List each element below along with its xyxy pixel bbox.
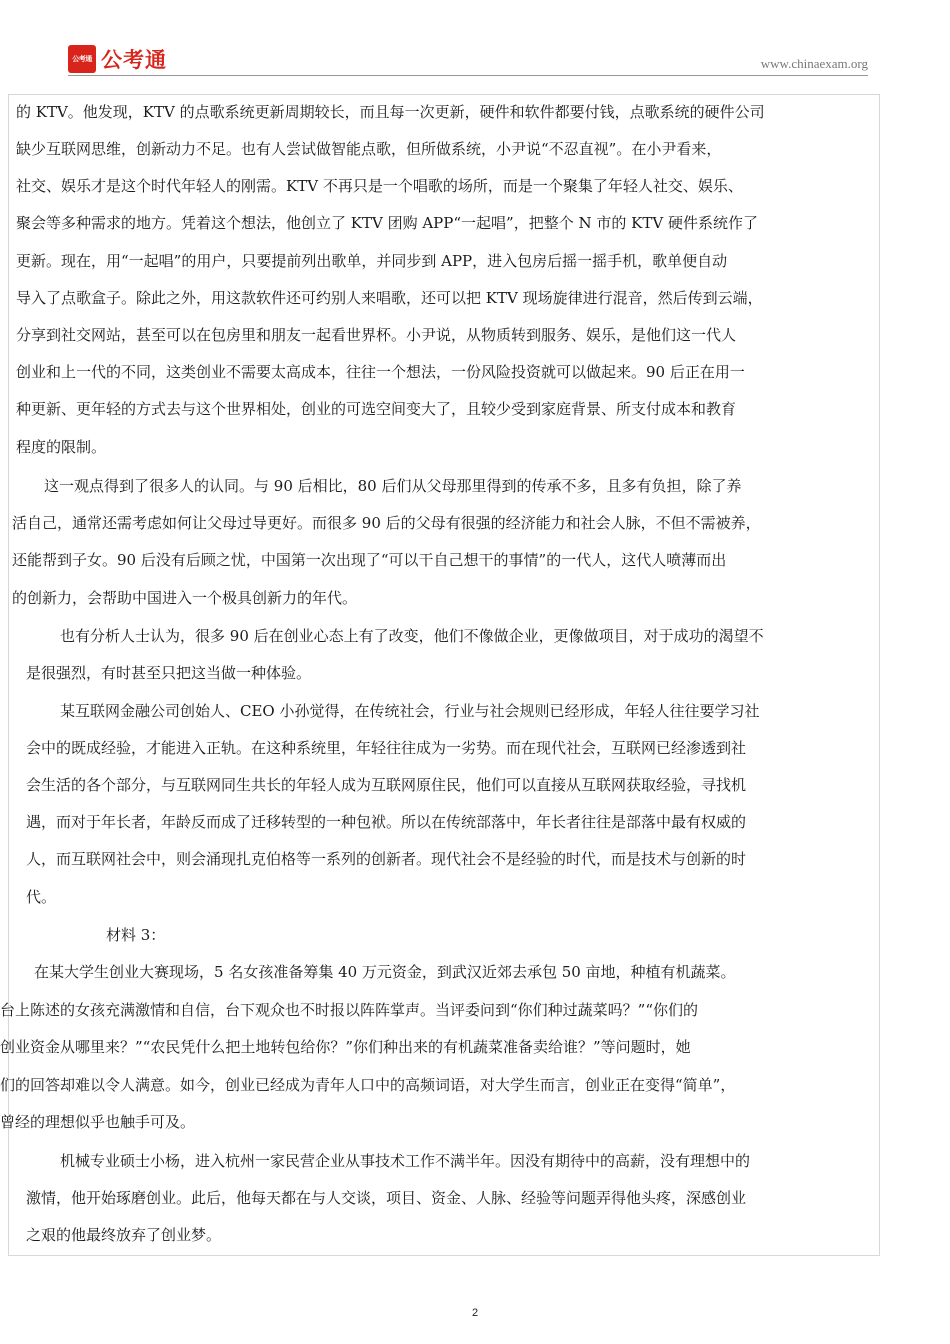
text-line: 缺少互联网思维，创新动力不足。也有人尝试做智能点歌，但所做系统，小尹说“不忍直视”。在小尹看来， [16, 140, 722, 158]
text-line: 们的回答却难以令人满意。如今，创业已经成为青年人口中的高频词语，对大学生而言，创业正在变得“简单”， [0, 1076, 736, 1094]
text-line: 代。 [26, 888, 57, 906]
text-line: 活自己，通常还需考虑如何让父母过导更好。而很多 90 后的父母有很强的经济能力和社会人脉，不但不需被养， [12, 514, 761, 532]
text-line: 是很强烈，有时甚至只把这当做一种体验。 [26, 664, 312, 682]
text-line: 人，而互联网社会中，则会涌现扎克伯格等一系列的创新者。现代社会不是经验的时代，而是技术与创新的时 [26, 850, 747, 868]
header-divider [68, 75, 868, 76]
site-logo [68, 44, 167, 74]
text-line: 社交、娱乐才是这个时代年轻人的刚需。KTV 不再只是一个唱歌的场所，而是一个聚集了年轻人社交、娱乐、 [16, 177, 743, 195]
text-line: 机械专业硕士小杨，进入杭州一家民营企业从事技术工作不满半年。因没有期待中的高薪，没有理想中的 [60, 1152, 751, 1170]
text-line: 聚会等多种需求的地方。凭着这个想法，他创立了 KTV 团购 APP“一起唱”，把整个 N 市的 KTV 硬件系统作了 [16, 214, 758, 232]
text-line: 曾经的理想似乎也触手可及。 [0, 1113, 196, 1131]
section-heading: 材料 3： [106, 926, 166, 944]
text-line: 创业资金从哪里来？”“农民凭什么把土地转包给你？”你们种出来的有机蔬菜准备卖给谁？”等问题时，她 [0, 1038, 691, 1056]
text-line: 的 KTV。他发现，KTV 的点歌系统更新周期较长，而且每一次更新，硬件和软件都要付钱，点歌系统的硬件公司 [16, 103, 765, 121]
text-line: 种更新、更年轻的方式去与这个世界相处，创业的可选空间变大了，且较少受到家庭背景、所支付成本和教育 [16, 400, 737, 418]
text-line: 在某大学生创业大赛现场，5 名女孩准备筹集 40 万元资金，到武汉近郊去承包 50 亩地，种植有机蔬菜。 [34, 963, 736, 981]
logo-text: 公考通 [101, 48, 167, 72]
text-line: 分享到社交网站，甚至可以在包房里和朋友一起看世界杯。小尹说，从物质转到服务、娱乐，是他们这一代人 [16, 326, 737, 344]
text-line: 这一观点得到了很多人的认同。与 90 后相比，80 后们从父母那里得到的传承不多，且多有负担，除了养 [44, 477, 742, 495]
text-line: 遇，而对于年长者，年龄反而成了迁移转型的一种包袱。所以在传统部落中，年长者往往是部落中最有权威的 [26, 813, 747, 831]
text-line: 创业和上一代的不同，这类创业不需要太高成本，往往一个想法，一份风险投资就可以做起来。90 后正在用一 [16, 363, 745, 381]
text-line: 的创新力，会帮助中国进入一个极具创新力的年代。 [12, 589, 358, 607]
page-number: 2 [471, 1307, 479, 1319]
text-line: 会生活的各个部分，与互联网同生共长的年轻人成为互联网原住民，他们可以直接从互联网获取经验，寻找机 [26, 776, 747, 794]
text-line: 还能帮到子女。90 后没有后顾之忧，中国第一次出现了“可以干自己想干的事情”的一代人，这代人喷薄而出 [12, 551, 727, 569]
text-line: 程度的限制。 [16, 438, 107, 456]
text-line: 会中的既成经验，才能进入正轨。在这种系统里，年轻往往成为一劣势。而在现代社会，互联网已经渗透到社 [26, 739, 747, 757]
text-line: 导入了点歌盒子。除此之外，用这款软件还可约别人来唱歌，还可以把 KTV 现场旋律进行混音，然后传到云端， [16, 289, 763, 307]
text-line: 台上陈述的女孩充满激情和自信，台下观众也不时报以阵阵掌声。当评委问到“你们种过蔬菜吗？”“你们的 [0, 1001, 699, 1019]
site-url: www.chinaexam.org [760, 56, 868, 71]
logo-badge-icon: 公考通 [68, 45, 96, 73]
text-line: 也有分析人士认为，很多 90 后在创业心态上有了改变，他们不像做企业，更像做项目，对于成功的渴望不 [60, 627, 764, 645]
text-line: 激情，他开始琢磨创业。此后，他每天都在与人交谈，项目、资金、人脉、经验等问题弄得他头疼，深感创业 [26, 1189, 747, 1207]
text-line: 某互联网金融公司创始人、CEO 小孙觉得，在传统社会，行业与社会规则已经形成，年轻人往往要学习社 [60, 702, 760, 720]
text-line: 更新。现在，用“一起唱”的用户，只要提前列出歌单，并同步到 APP，进入包房后摇一摇手机，歌单便自动 [16, 252, 728, 270]
text-line: 之艰的他最终放弃了创业梦。 [26, 1226, 222, 1244]
